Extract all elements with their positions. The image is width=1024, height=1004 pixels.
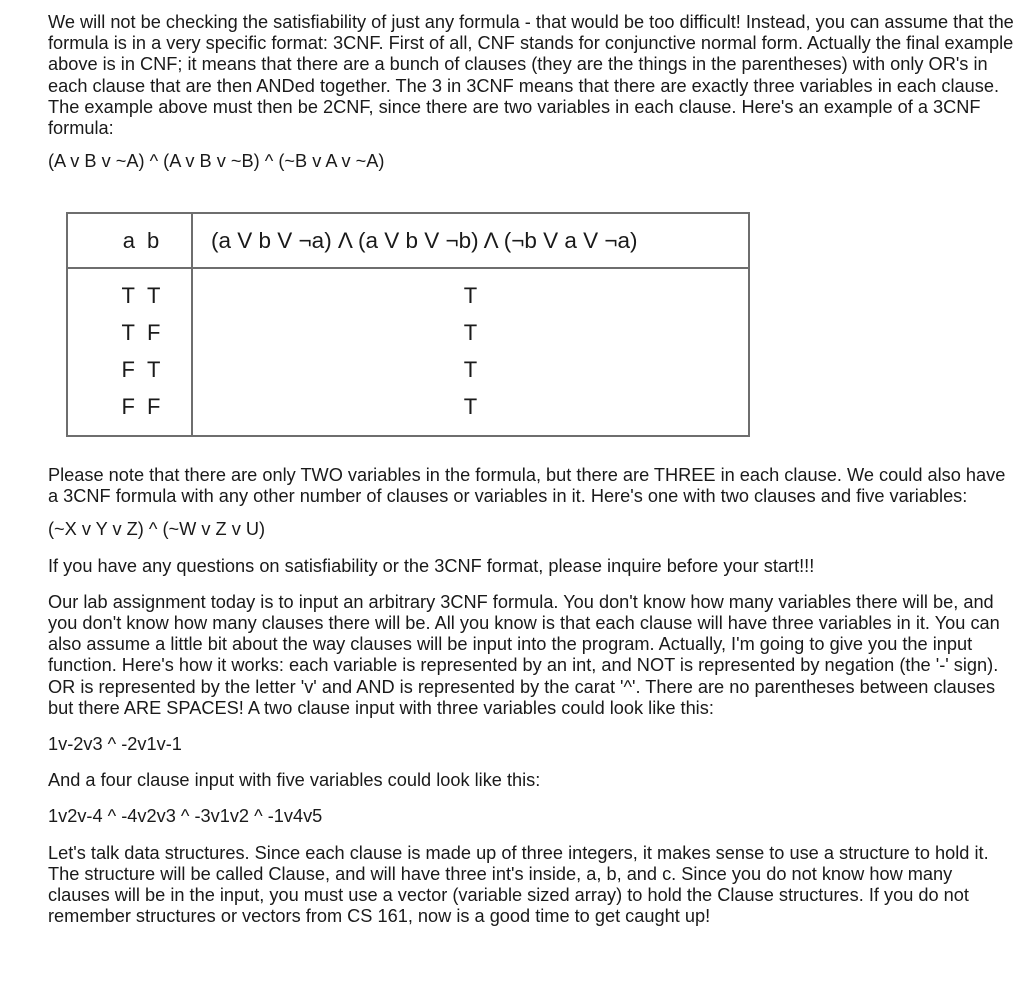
table-row [67,314,749,351]
cell-b: T [145,268,192,314]
data-structures-paragraph: Let's talk data structures. Since each clause is made up of three integers, it makes sense to use a structure to hold it. The structure will be called Clause, and will have three int's inside, a, b, and c. Since you do not know how many clauses will be in the input, you must use a vector (variable sized array) to hold the Clause structures. If you do not remember structures or vectors from CS 161, now is a good time to get caught up! [48,842,989,927]
cell-b: F [145,388,192,436]
cell-a: F [121,393,135,419]
truth-table-header-row [67,213,749,268]
header-a: a [67,213,145,268]
example-formula-two-clauses: (~X v Y v Z) ^ (~W v Z v U) [48,519,266,540]
four-clause-intro: And a four clause input with five variables could look like this: [48,770,541,791]
questions-paragraph: If you have any questions on satisfiability or the 3CNF format, please inquire before your start!!! [48,555,815,576]
cell-result: T [463,393,478,419]
cell-result: T [463,356,478,382]
cell-a: T [121,319,135,345]
example-input-two-clause: 1v-2v3 ^ -2v1v-1 [48,734,182,755]
cell-a: F [121,356,135,382]
table-row [67,268,749,314]
example-formula-3cnf: (A v B v ~A) ^ (A v B v ~B) ^ (~B v A v ~A) [48,151,385,172]
cell-b: F [145,314,192,351]
intro-paragraph: We will not be checking the satisfiability of just any formula - that would be too difficult! Instead, you can assume that the formula is in a very specific format: 3CNF. First of all, CNF stands for conjunctive normal form. Actually the final example above is in CNF; it means that there are a bunch of clauses (they are the things in the parentheses) with only OR's in each clause that are then ANDed together. The 3 in 3CNF means that there are exactly three variables in each clause. The example above must then be 2CNF, since there are two variables in each clause. Here's an example of a 3CNF formula: [48,12,1014,139]
header-formula: (a V b V ¬a) Λ (a V b V ¬b) Λ (¬b V a V ¬a) [192,213,749,268]
example-input-four-clause: 1v2v-4 ^ -4v2v3 ^ -3v1v2 ^ -1v4v5 [48,806,323,827]
truth-table [66,212,750,437]
body-section [48,465,1016,927]
note-paragraph: Please note that there are only TWO variables in the formula, but there are THREE in each clause. We could also have a 3CNF formula with any other number of clauses or variables in it. Here's one with two clauses and five variables: [48,465,1006,507]
cell-result: T [463,282,478,308]
table-row [67,388,749,436]
assignment-paragraph: Our lab assignment today is to input an arbitrary 3CNF formula. You don't know how many variables there will be, and you don't know how many clauses there will be. All you know is that each clause will have three variables in it. You can also assume a little bit about the way clauses will be input into the program. Actually, I'm going to give you the input function. Here's how it works: each variable is represented by an int, and NOT is represented by negation (the '-' sign). OR is represented by the letter 'v' and AND is represented by the carat '^'. There are no parentheses between clauses but there ARE SPACES! A two clause input with three variables could look like this: [48,591,1000,718]
cell-result: T [463,319,478,345]
header-b: b [145,213,192,268]
intro-section [48,12,1016,172]
cell-b: T [145,351,192,388]
cell-a: T [121,282,135,308]
table-row [67,351,749,388]
